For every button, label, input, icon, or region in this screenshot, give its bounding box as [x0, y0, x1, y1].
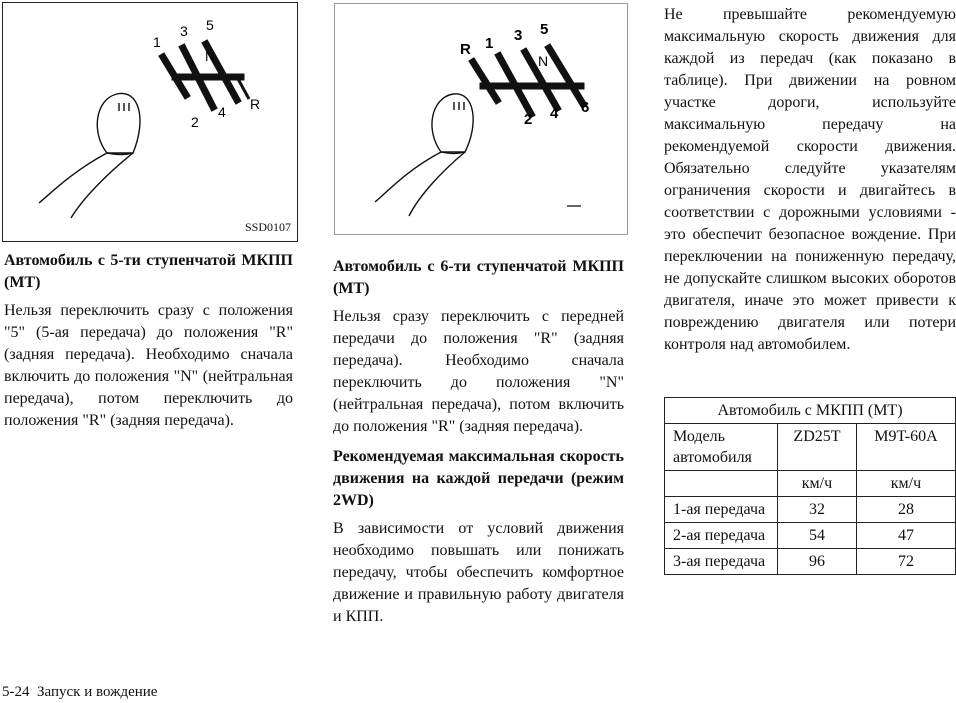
- speed-value: 72: [856, 549, 955, 575]
- column-middle: [333, 256, 624, 636]
- gear-name: 2-ая передача: [665, 523, 778, 549]
- text-6-speed: Нельзя сразу переключить с передней передачи до положения "R" (задняя передача). Необходимо сначала переключить до положения "N" (нейтральная передача), потом включить до положения "R" (задняя передача).: [333, 308, 624, 435]
- text-speed-warning: Не превышайте рекомендуемую максимальную скорость движения для каждой из передач (как показано в таблице). При движении на ровном участке дороги, используйте максимальную передачу на рекомендуемой скорости движения. Обязательно следуйте указателям ограничения скорости и двигайтесь в соответствии с дорожными условиями - это обеспечит безопасное вождение. При переключении на пониженную передачу, не допускайте слишком высоких оборотов двигателя, иначе это может привести к повреждению двигателя или потери контроля над автомобилем.: [664, 6, 956, 353]
- gear-label-6: 6: [581, 99, 590, 116]
- figure-6-speed-shift-pattern: [334, 3, 628, 235]
- gear-label-5: 5: [540, 21, 549, 38]
- gear-label-3: 3: [180, 23, 188, 39]
- shift-gate-6-speed: [473, 48, 583, 114]
- shift-knob-6-speed: [375, 94, 473, 216]
- figure-5-speed-shift-pattern: [2, 2, 298, 242]
- table-caption: Автомобиль с МКПП (МТ): [665, 398, 956, 424]
- column-right: [664, 4, 956, 364]
- gear-shifter-illustration-5-speed: [3, 3, 297, 241]
- gear-name: 3-ая передача: [665, 549, 778, 575]
- text-recommended-speed: В зависимости от условий движения необходимо повышать или понижать передачу, чтобы обеспечить комфортное движение и правильную работу двигателя и КПП.: [333, 520, 624, 625]
- gear-label-1: 1: [485, 35, 494, 52]
- gear-label-r: R: [250, 96, 261, 112]
- unit-2: км/ч: [856, 471, 955, 497]
- page-footer: 5-24 Запуск и вождение: [2, 684, 158, 700]
- gear-label-r: R: [460, 41, 471, 58]
- gear-label-5: 5: [206, 17, 214, 33]
- model-label: Модель автомобиля: [665, 424, 778, 471]
- shift-knob-5-speed: [39, 93, 140, 218]
- unit-empty-cell: [665, 471, 778, 497]
- heading-5-speed: Автомобиль с 5-ти ступенчатой МКПП (МТ): [4, 252, 293, 291]
- figure-code: SSD0107: [244, 220, 291, 234]
- speed-value: 96: [778, 549, 857, 575]
- model-m9t: M9T-60A: [856, 424, 955, 471]
- table-row: [665, 497, 956, 523]
- gear-name: 1-ая передача: [665, 497, 778, 523]
- speed-value: 47: [856, 523, 955, 549]
- gear-label-4: 4: [550, 105, 559, 122]
- gear-label-3: 3: [514, 27, 523, 44]
- heading-recommended-speed: Рекомендуемая максимальная скорость движения на каждой передачи (режим 2WD): [333, 448, 624, 509]
- gear-label-2: 2: [191, 114, 199, 130]
- heading-6-speed: Автомобиль с 6-ти ступенчатой МКПП (МТ): [333, 258, 624, 297]
- column-left: [4, 250, 293, 440]
- gear-label-n: N: [538, 53, 549, 69]
- gear-label-4: 4: [218, 104, 226, 120]
- gear-label-n: N: [205, 48, 216, 64]
- table-row: [665, 523, 956, 549]
- speed-value: 28: [856, 497, 955, 523]
- unit-1: км/ч: [778, 471, 857, 497]
- model-zd25t: ZD25T: [778, 424, 857, 471]
- text-5-speed: Нельзя переключить сразу с положения "5" (5-ая передача) до положения "R" (задняя передача). Необходимо сначала включить до положения "N" (нейтральная передача), потом переключить до положения "R" (задняя передача).: [4, 302, 293, 429]
- table-row: [665, 549, 956, 575]
- gear-label-2: 2: [524, 111, 533, 128]
- gear-label-1: 1: [153, 34, 161, 50]
- table-header-row: [665, 424, 956, 471]
- speed-value: 54: [778, 523, 857, 549]
- gear-shifter-illustration-6-speed: [335, 4, 627, 234]
- shift-gate-5-speed: [163, 44, 241, 107]
- table-caption-row: [665, 398, 956, 424]
- table-unit-row: [665, 471, 956, 497]
- speed-value: 32: [778, 497, 857, 523]
- speed-table: [664, 397, 956, 575]
